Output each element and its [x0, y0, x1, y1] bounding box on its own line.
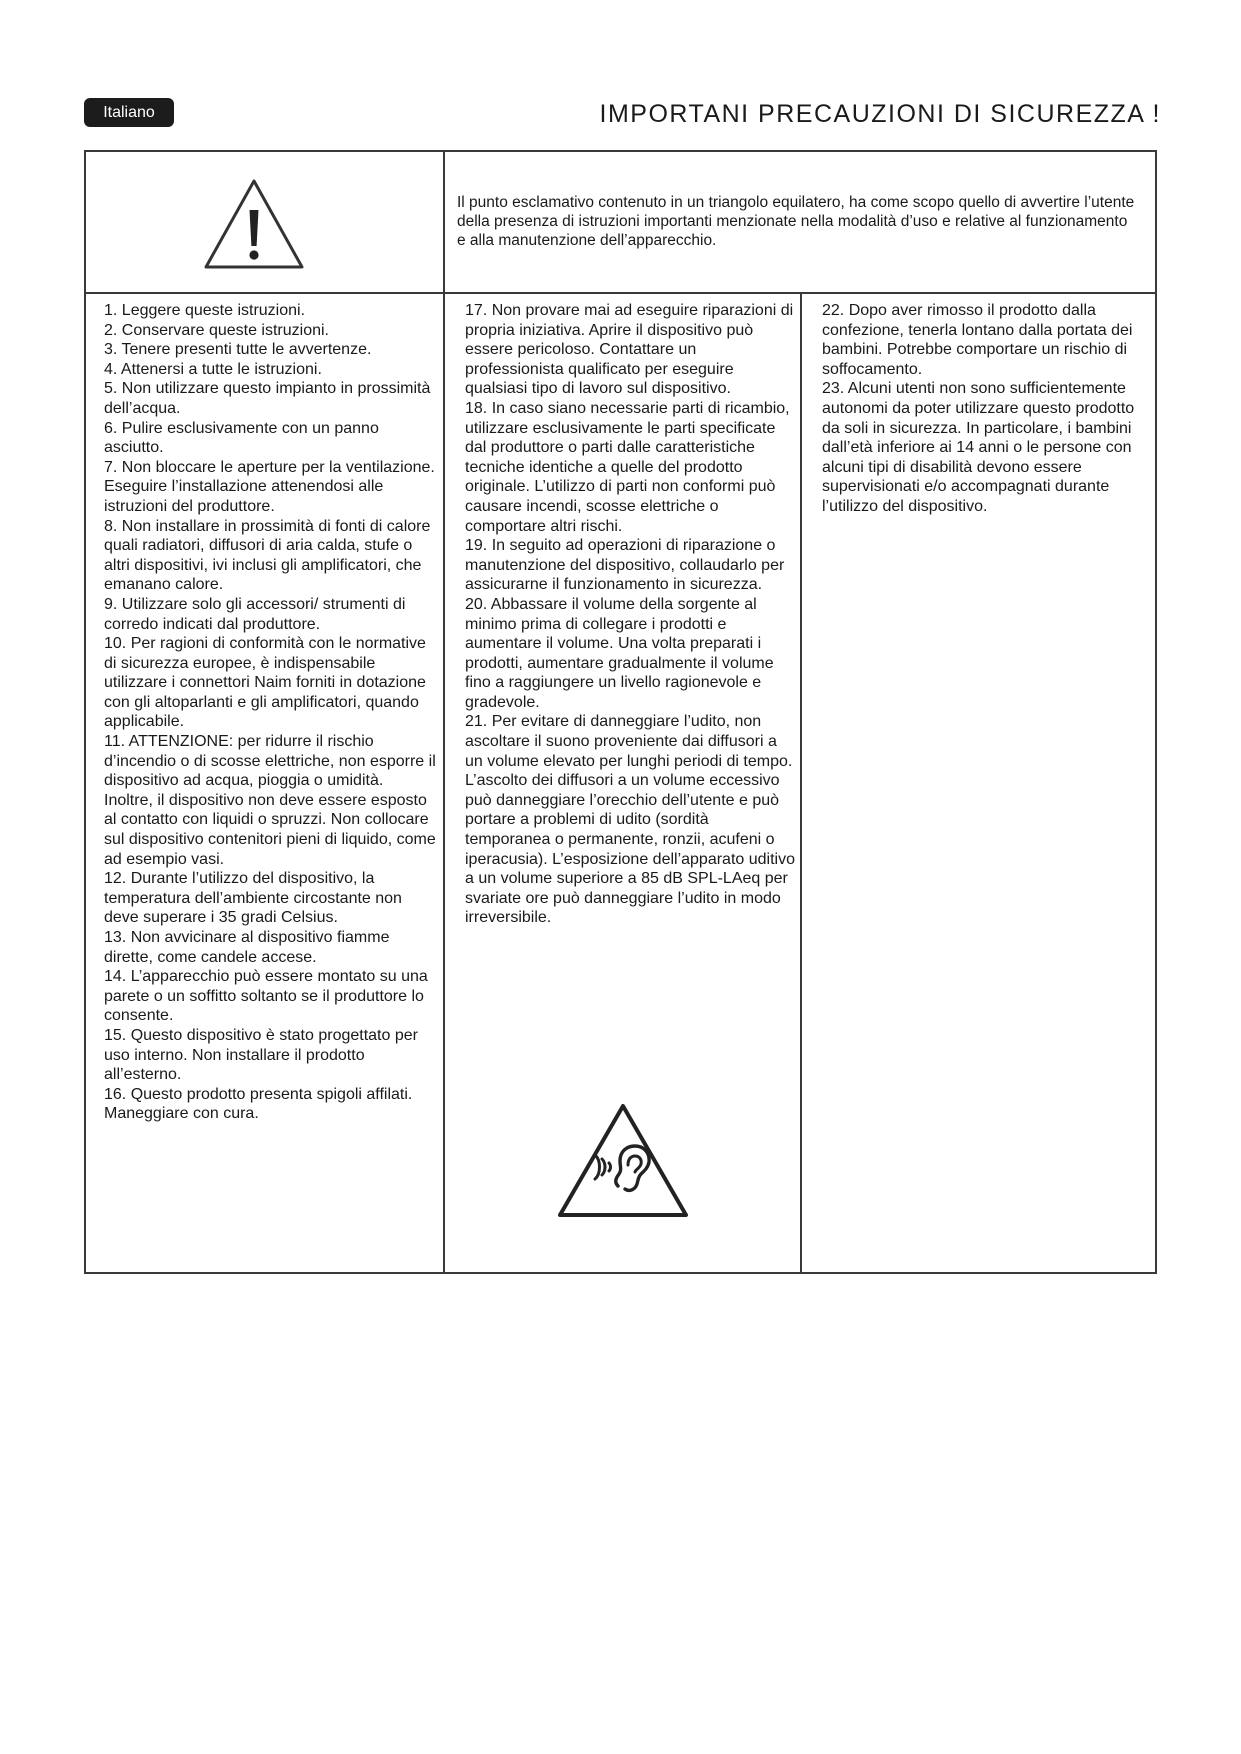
- instruction-item: 23. Alcuni utenti non sono sufficientemente autonomi da poter utilizzare questo prodotto da soli in sicurezza. In particolare, i bambini dall’età inferiore ai 14 anni o le persone con alcuni tipi di disabilità devono essere supervisionati e/o accompagnati durante l’utilizzo del dispositivo.: [822, 380, 1135, 515]
- warning-triangle-icon: [203, 178, 305, 270]
- instruction-item: 1. Leggere queste istruzioni.: [104, 302, 306, 319]
- instruction-item: 19. In seguito ad operazioni di riparazione o manutenzione del dispositivo, collaudarlo per assicurarne il funzionamento in sicurezza.: [465, 537, 785, 594]
- instruction-item: 4. Attenersi a tutte le istruzioni.: [104, 360, 322, 378]
- instruction-item: 15. Questo dispositivo è stato progettato per uso interno. Non installare il prodotto all’esterno.: [104, 1026, 418, 1084]
- instruction-item: 18. In caso siano necessarie parti di ricambio, utilizzare esclusivamente le parti specificate dal produttore o parti dalle caratteristiche tecniche identiche a quelle del prodotto originale. L’utilizzo di parti non conformi può causare incendi, scosse elettriche o comportare altri rischi.: [465, 399, 790, 535]
- table-divider-horizontal: [84, 292, 1157, 294]
- table-divider-vertical-1: [443, 150, 445, 1274]
- instructions-column-3: [822, 301, 1152, 517]
- instruction-item: 16. Questo prodotto presenta spigoli affilati. Maneggiare con cura.: [104, 1085, 413, 1123]
- language-badge: Italiano: [84, 98, 174, 127]
- instruction-item: 21. Per evitare di danneggiare l’udito, non ascoltare il suono proveniente dai diffusori a un volume elevato per lunghi periodi di tempo. L’ascolto dei diffusori a un volume eccessivo può danneggiare l’orecchio dell’utente e può portare a problemi di udito (sordità temporanea o permanente, ronzii, acufeni o iperacusia). L’esposizione dell’apparato uditivo a un volume superiore a 85 dB SPL-LAeq per svariate ore può danneggiare l’udito in modo irreversibile.: [465, 713, 795, 927]
- instruction-item: 2. Conservare queste istruzioni.: [104, 321, 329, 339]
- instruction-item: 13. Non avvicinare al dispositivo fiamme dirette, come candele accese.: [104, 929, 390, 966]
- table-divider-vertical-2: [800, 293, 802, 1274]
- instruction-item: 17. Non provare mai ad eseguire riparazioni di propria iniziativa. Aprire il dispositivo può essere pericoloso. Contattare un professionista qualificato per eseguire qualsiasi tipo di lavoro sul dispositivo.: [465, 302, 794, 398]
- instruction-item: 6. Pulire esclusivamente con un panno asciutto.: [104, 419, 379, 457]
- instruction-item: 22. Dopo aver rimosso il prodotto dalla confezione, tenerla lontano dalla portata dei bambini. Potrebbe comportare un rischio di soffocamento.: [822, 302, 1133, 378]
- hearing-warning-icon: [556, 1102, 690, 1220]
- instruction-item: 12. Durante l’utilizzo del dispositivo, la temperatura dell’ambiente circostante non deve superare i 35 gradi Celsius.: [104, 870, 402, 927]
- instruction-item: 20. Abbassare il volume della sorgente al minimo prima di collegare i prodotti e aumentare il volume. Una volta preparati i prodotti, aumentare gradualmente il volume fino a raggiungere un livello ragionevole e gradevole.: [465, 595, 774, 711]
- instruction-item: 14. L’apparecchio può essere montato su una parete o un soffitto soltanto se il produttore lo consente.: [104, 968, 428, 1025]
- instruction-item: 10. Per ragioni di conformità con le normative di sicurezza europee, è indispensabile utilizzare i connettori Naim forniti in dotazione con gli altoparlanti e gli amplificatori, quando applicabile.: [104, 635, 426, 731]
- intro-text: Il punto esclamativo contenuto in un triangolo equilatero, ha come scopo quello di avvertire l’utente della presenza di istruzioni importanti menzionate nella modalità d’uso e relative al funzionamento e alla manutenzione dell’apparecchio.: [457, 194, 1135, 249]
- instruction-item: 8. Non installare in prossimità di fonti di calore quali radiatori, diffusori di aria calda, stufe o altri dispositivi, ivi inclusi gli amplificatori, che emanano calore.: [104, 517, 431, 594]
- page-title: IMPORTANI PRECAUZIONI DI SICUREZZA !: [599, 100, 1161, 128]
- instruction-item: 11. ATTENZIONE: per ridurre il rischio d’incendio o di scosse elettriche, non esporre il dispositivo ad acqua, pioggia o umidità. Inoltre, il dispositivo non deve essere esposto al contatto con liquidi o spruzzi. Non collocare sul dispositivo contenitori pieni di liquido, come ad esempio vasi.: [104, 733, 436, 868]
- instruction-item: 5. Non utilizzare questo impianto in prossimità dell’acqua.: [104, 380, 431, 417]
- instruction-item: 9. Utilizzare solo gli accessori/ strumenti di corredo indicati dal produttore.: [104, 595, 406, 633]
- instructions-column-1: [104, 301, 436, 1124]
- instructions-column-2: [465, 301, 795, 928]
- instruction-item: 3. Tenere presenti tutte le avvertenze.: [104, 341, 372, 359]
- instruction-item: 7. Non bloccare le aperture per la ventilazione. Eseguire l’installazione attenendosi alle istruzioni del produttore.: [104, 458, 435, 515]
